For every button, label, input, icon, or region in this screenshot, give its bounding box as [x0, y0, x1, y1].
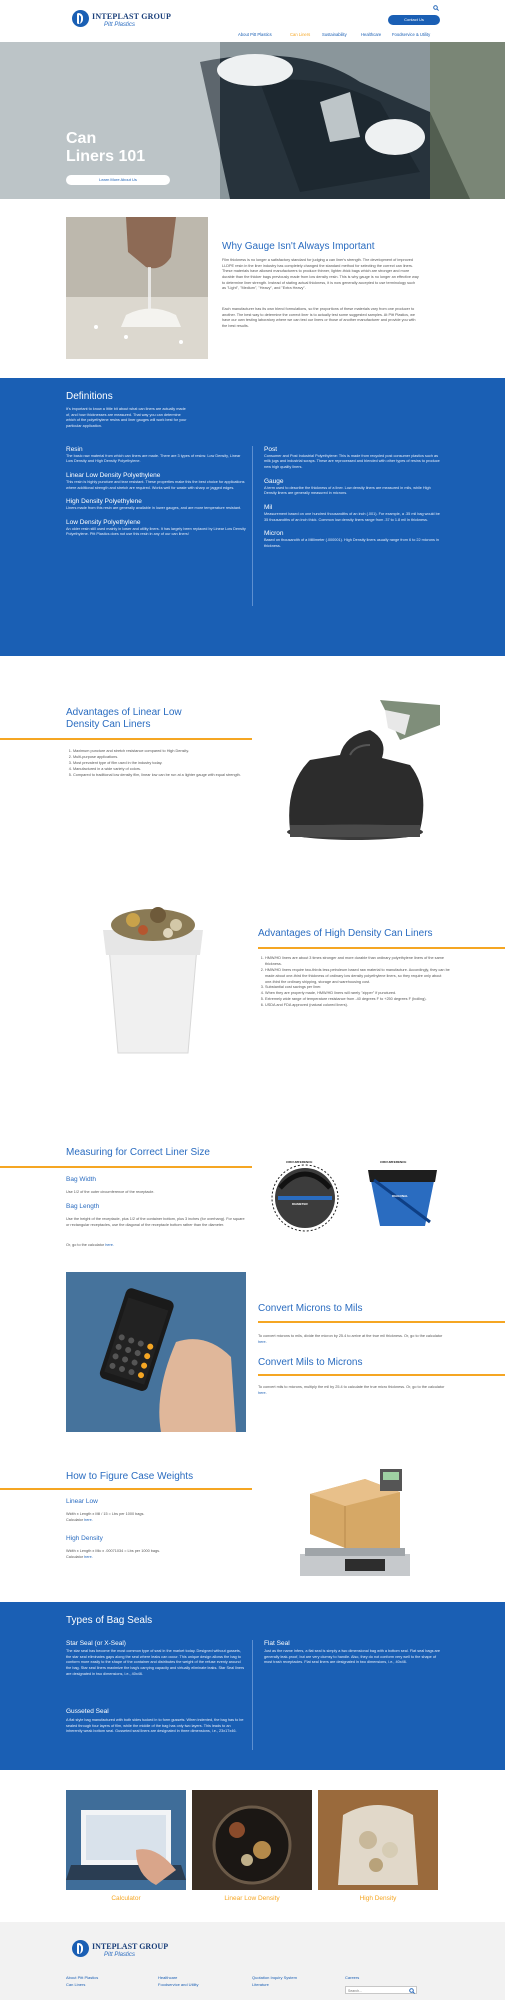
def-post-title: Post — [264, 446, 278, 453]
gauge-title: Why Gauge Isn't Always Important — [222, 241, 375, 252]
footer-link-healthcare[interactable]: Healthcare — [158, 1975, 178, 1980]
high-density-calc-link[interactable]: here. — [84, 1555, 93, 1559]
tile-linear-low-image — [192, 1790, 312, 1890]
list-item: 2. Multi-purpose applications. — [73, 755, 251, 761]
star-seal-text: The star seal has become the most common type of seal in the market today. Designed without gussets, the star seal eliminates gaps along the seal where leaks can occur. This unique design allows the bag to conform more easily to the shape of the container and distributes the weight of the refuse evenly around the bag. Star seal liners maximize the bag's carrying capacity and virtually eliminate leaks. Star Seal liners are designated in two dimensions, i.e., 40x46. — [66, 1649, 245, 1676]
diagram-diagonal-label: DIAGONAL — [392, 1194, 408, 1198]
footer-logo[interactable] — [72, 1938, 172, 1962]
def-lldpe-text: This resin is highly puncture and tear resistant. These properties make this the best choice for applications where additional strength and stretch are required. Works well for waste with sharp or jagged edges. — [66, 479, 245, 490]
calculator-phone-image — [66, 1272, 246, 1432]
hero-title-line2: Liners 101 — [66, 147, 146, 165]
bag-seals-section — [0, 1602, 505, 1770]
def-left-column — [66, 446, 246, 538]
diagram-circumference-label-2: CIRCUMFERENCE — [380, 1160, 407, 1164]
footer-link-literature[interactable]: Literature — [252, 1981, 269, 1987]
footer-logo-sub: Pitt Plastics — [104, 1952, 136, 1958]
definitions-section — [0, 378, 505, 656]
weights-underline — [0, 1488, 252, 1490]
def-ldpe-title: Low Density Polyethylene — [66, 518, 141, 526]
def-post-text: Consumer and Post Industrial Polyethylene: This is made from recycled post consumer plastics such as milk jugs and industrial scraps. These are reprocessed and blended with other types of resins to produce new high quality liners. — [264, 453, 440, 470]
diagram-circumference-label: CIRCUMFERENCE — [286, 1160, 313, 1164]
mils-underline — [258, 1374, 505, 1376]
list-item: 4. When they are properly made, HMW/HD liners will rarely "zipper" if punctured. — [265, 991, 450, 997]
list-item: 1. Maximum puncture and stretch resistance compared to High Density. — [73, 749, 251, 755]
list-item: 1. HMW/HD liners are about 3 times stronger and more durable than ordinary polyethylene liners of the same thickness. — [265, 956, 450, 968]
diagram-diameter-label: DIAMETER — [292, 1202, 308, 1206]
list-item: 6. USDA and FDA approved (natural colored liners). — [265, 1003, 450, 1009]
gauge-paragraph-1: Film thickness is no longer a satisfactory standard for judging a can liner's strength. The development of improved LLDPE resin in the liner industry has completely changed the standard method for selecting the correct can liners. These materials have allowed manufacturers to produce thinner, lighter-thick bags which are stronger and more durable than the thicker bags previously made from low density resin. This is why gauge is no longer an effective way to determine liner strength. Instead of stating actual thickness, it is now generally accepted to use terminology such as "Light", "Medium", "Heavy", and "Extra Heavy". — [222, 258, 419, 291]
footer-logo-brand: INTEPLAST GROUP — [92, 1942, 169, 1951]
logo-sub: Pitt Plastics — [104, 22, 136, 28]
microns-calc-prefix: Or, go to the calculator — [404, 1334, 443, 1338]
footer-link-can-liners[interactable]: Can Liners — [66, 1981, 86, 1987]
weights-title: How to Figure Case Weights — [66, 1471, 194, 1482]
list-item: 2. HMW/HD liners require two-thirds less petroleum based raw material to manufacture. Accordingly, they can be made about one-third the thickness of ordinary low density polyethylene liners, so they require only about one-third the ordinary shipping, storage and warehousing cost. — [265, 968, 450, 986]
footer-col-1 — [66, 1975, 98, 1989]
def-lldpe-title: Linear Low Density Polyethylene — [66, 472, 161, 480]
flat-seal-title: Flat Seal — [264, 1640, 290, 1647]
list-item: 3. Most prevalent type of film used in the industry today. — [73, 761, 251, 767]
def-micron-text: Based on thousandth of a Millimeter (.000001). High Density liners usually range from 6 to 22 microns in thickness. — [264, 538, 439, 548]
linear-low-calc — [66, 1518, 93, 1524]
lldpe-title-line1: Advantages of Linear Low — [66, 707, 182, 718]
linear-low-calc-link[interactable]: here. — [84, 1518, 93, 1522]
def-ldpe-text: An older resin still used mainly in lower and utility liners. It has largely been replaced by Linear Low Density Polyethylene. Pitt Plastics does not use this resin in any of our can liners! — [66, 526, 246, 537]
def-micron-title: Micron — [264, 530, 284, 538]
bag-width-text: Use 1/2 of the outer circumference of the receptacle. — [66, 1190, 155, 1194]
microns-text-body: To convert microns to mils, divide the micron by 25.4 to arrive at the true mil thickness. — [258, 1334, 403, 1338]
measuring-calculator-line — [66, 1243, 246, 1249]
footer-link-foodservice[interactable]: Foodservice and Utility — [158, 1981, 199, 1987]
footer-col-4 — [345, 1975, 359, 1982]
trash-bag-image — [270, 700, 440, 842]
footer-link-careers[interactable]: Careers — [345, 1975, 360, 1980]
mils-text-body: To convert mils to microns, multiply the mil by 25.4 to calculate the true micro thickness. Or, go to the calculator — [258, 1385, 445, 1389]
measuring-underline — [0, 1166, 252, 1168]
high-density-title: High Density — [66, 1535, 103, 1542]
definitions-intro: It's important to know a little bit about what can liners are actually made of, and how thicknesses are measured. That way you can determine which of the polyethylene resins and liner gauges will work best for your particular application. — [66, 407, 187, 429]
def-mil-text: Measurement based on one hundred thousandths of an inch (.001). For example, a .35 mil bag would be 35 thousandths of an inch thick. Common low density liners range from .37 to 1.8 mil in thickness. — [264, 511, 440, 522]
lldpe-list — [66, 749, 251, 778]
def-divider — [252, 446, 253, 606]
list-item: 3. Substantial cost savings per liner. — [265, 985, 450, 991]
nav-sustainability[interactable]: Sustainability — [322, 32, 347, 37]
footer-logo-mark-icon — [72, 1940, 89, 1957]
lldpe-title-line2: Density Can Liners — [66, 718, 151, 730]
footer-col-3 — [252, 1975, 297, 1989]
footer-link-about[interactable]: About Pitt Plastics — [66, 1975, 99, 1980]
microns-title: Convert Microns to Mils — [258, 1303, 363, 1314]
hero-title — [66, 130, 145, 165]
scale-box-image — [290, 1464, 420, 1584]
lldpe-underline — [0, 738, 252, 740]
tile-calculator[interactable] — [66, 1790, 186, 1908]
footer-link-quotation[interactable]: Quotation Inquiry System — [252, 1975, 297, 1980]
gusset-seal-title: Gusseted Seal — [66, 1708, 109, 1715]
logo-mark-icon — [72, 10, 89, 27]
tile-high-density[interactable] — [318, 1790, 438, 1908]
measuring-calc-link[interactable]: here. — [105, 1243, 114, 1247]
gusset-seal-text: A flat style bag manufactured with both sides tucked in to form gussets. When indented, the bag has to be sealed through four layers of film, while the middle of the bag has only two layers. This leads to an inherently weak bottom seal. Gusseted seal liners are designated in three dimensions, i.e., 23x17x46. — [66, 1718, 244, 1734]
microns-calc-link[interactable]: here. — [258, 1339, 267, 1344]
hdpe-title: Advantages of High Density Can Liners — [258, 928, 433, 939]
bag-length-text: Use the height of the receptacle, plus 1/2 of the container bottom, plus 3 inches (for overhang). For square or rectangular receptacles, use the diagonal of the receptacle bottom rather than the diameter. — [66, 1217, 245, 1227]
star-seal-title: Star Seal (or X-Seal) — [66, 1640, 126, 1647]
bag-seals-title: Types of Bag Seals — [66, 1615, 153, 1626]
tile-high-density-label: High Density — [359, 1895, 397, 1902]
def-hdpe-text: Liners made from this resin are generally available in lower gauges, and are more temperature resistant. — [66, 506, 242, 511]
bag-width-title: Bag Width — [66, 1176, 96, 1183]
waste-bin-image — [88, 905, 218, 1057]
contact-us-button[interactable]: Contact Us — [388, 15, 440, 25]
logo-brand: INTEPLAST GROUP — [92, 12, 172, 21]
high-density-calc — [66, 1555, 93, 1561]
mils-calc-link[interactable]: here. — [258, 1390, 267, 1395]
nav-foodservice[interactable]: Foodservice & Utility — [392, 32, 431, 37]
list-item: 4. Manufactured in a wide variety of colors. — [73, 767, 251, 773]
hero — [0, 42, 505, 199]
tile-linear-low[interactable] — [192, 1790, 312, 1908]
list-item: 5. Extremely wide range of temperature resistance from -40 degrees F to +250 degrees F (boiling). — [265, 997, 450, 1003]
seals-divider — [252, 1640, 253, 1750]
def-gauge-text: A term used to describe the thickness of a liner. Low density liners are measured in mils, while High Density liners are generally measured in microns. — [264, 485, 431, 496]
search-icon[interactable] — [433, 5, 439, 11]
mils-title: Convert Mils to Microns — [258, 1357, 363, 1368]
microns-underline — [258, 1321, 505, 1323]
def-hdpe-title: High Density Polyethylene — [66, 498, 142, 506]
def-resin-title: Resin — [66, 446, 83, 453]
measuring-diagram — [270, 1158, 445, 1238]
hero-title-line1: Can — [66, 130, 97, 147]
main-nav — [238, 32, 443, 39]
hdpe-underline — [258, 947, 505, 949]
footer-search — [345, 1986, 417, 1994]
high-density-calc-label: Calculator — [66, 1555, 84, 1559]
learn-more-button[interactable]: Learn More About Us — [66, 175, 170, 185]
definitions-title: Definitions — [66, 391, 113, 402]
footer — [0, 1922, 505, 2000]
tile-calculator-label: Calculator — [111, 1895, 141, 1902]
tile-linear-low-label: Linear Low Density — [224, 1895, 280, 1902]
site-header — [0, 0, 505, 42]
gauge-image — [66, 217, 208, 359]
def-resin-text: The basic raw material from which can liners are made. There are 3 types of resins: Low Density, Linear Low Density and High Density Polyethylene. — [66, 453, 241, 464]
lldpe-title — [66, 707, 216, 730]
nav-about[interactable]: About Pitt Plastics — [238, 32, 272, 37]
tile-high-density-image — [318, 1790, 438, 1890]
footer-col-2 — [158, 1975, 198, 1989]
measuring-calc-prefix: Or, go to the calculator — [66, 1243, 105, 1247]
flat-seal-text: Just as the name infers, a flat seal is simply a two dimensional bag with a bottom seal. Flat seal bags are generally leak-proof, but are very clumsy to handle. Also, they do not conform very well to the shape of most trash receptacles. Flat seal liners are designated in two dimensions, i.e., 40x46. — [264, 1649, 441, 1665]
logo[interactable] — [72, 8, 172, 32]
hdpe-list — [258, 956, 450, 1009]
list-item: 5. Compared to traditional low density film, linear low can be run at a lighter gauge with equal strength. — [73, 773, 251, 779]
def-mil-title: Mil — [264, 504, 273, 512]
high-density-formula: Width x Length x Mic x .00071034 = Lbs per 1000 bags. — [66, 1549, 161, 1553]
footer-search-icon[interactable] — [409, 1988, 415, 1994]
def-gauge-title: Gauge — [264, 477, 284, 485]
nav-can-liners[interactable]: Can Liners — [290, 32, 311, 37]
measuring-title: Measuring for Correct Liner Size — [66, 1147, 210, 1158]
linear-low-calc-label: Calculator — [66, 1518, 84, 1522]
linear-low-title: Linear Low — [66, 1498, 98, 1505]
linear-low-formula: Width x Length x Mil / 15 = Lbs per 1000 bags. — [66, 1512, 145, 1516]
def-right-column — [264, 446, 444, 549]
footer-search-input[interactable] — [346, 1987, 406, 1994]
microns-text — [258, 1334, 448, 1345]
nav-healthcare[interactable]: Healthcare — [361, 32, 382, 37]
mils-text — [258, 1385, 448, 1396]
bag-length-title: Bag Length — [66, 1203, 100, 1210]
gauge-paragraph-2: Each manufacturer has its own blend formulations, so the proportions of these materials vary from one producer to another. The best way to determine the correct liner is to actually test some suggested samples. At Pitt Plastics, we have our own testing laboratory where we can test our liners or those of another manufacturer and provide you with the best results. — [222, 307, 416, 329]
tile-calculator-image — [66, 1790, 186, 1890]
